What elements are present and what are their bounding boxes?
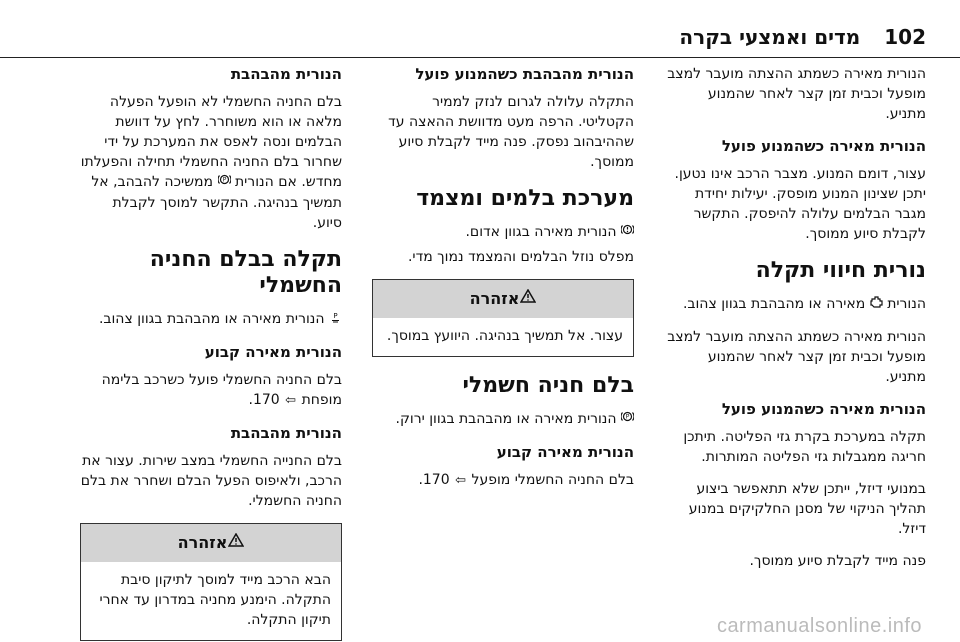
subheading: הנורית מהבהבת כשהמנוע פועל bbox=[415, 65, 634, 83]
paragraph bbox=[80, 92, 342, 233]
paragraph bbox=[372, 470, 634, 491]
text: הנורית מאירה בגוון אדום. bbox=[465, 224, 617, 240]
paragraph: תקלה במערכת בקרת גזי הפליטה. תיתכן חריגה ממגבלות גזי הפליטה המותרות. bbox=[683, 429, 926, 465]
paragraph bbox=[372, 222, 634, 243]
warning-title: אזהרה bbox=[177, 533, 228, 552]
subheading: הנורית מאירה כשהמנוע פועל bbox=[721, 400, 926, 418]
warning-box bbox=[372, 279, 634, 357]
page-number: 102 bbox=[884, 25, 926, 49]
warning-header bbox=[81, 524, 341, 562]
parking-brake-fault-icon bbox=[329, 310, 342, 330]
paragraph bbox=[664, 294, 926, 315]
paragraph: פנה מייד לקבלת סיוע ממוסך. bbox=[749, 553, 926, 569]
text: בלם החניה החשמלי פועל כשרכב בלימה מופחת bbox=[101, 372, 342, 408]
paragraph: מפלס נוזל הבלמים והמצמד נמוך מדי. bbox=[407, 249, 634, 265]
paragraph: התקלה עלולה לגרום לנזק לממיר הקטליטי. הרפה מעט מדוושת ההאצה עד שההיבהוב נפסק. פנה מייד לקבלת סיוע ממוסך. bbox=[388, 94, 634, 170]
paragraph: במנועי דיזל, ייתכן שלא תתאפשר ביצוע תהליך הניקוי של מסנן החלקיקים במנוע דיזל. bbox=[688, 481, 926, 537]
page-reference-icon: ⇦ bbox=[285, 393, 297, 408]
subheading: הנורית מהבהבת bbox=[230, 65, 342, 83]
section-heading: נורית חיווי תקלה bbox=[755, 258, 926, 283]
warning-header bbox=[373, 280, 633, 318]
svg-text:P: P bbox=[625, 413, 630, 421]
text: הנורית bbox=[887, 296, 926, 312]
text: ממשיכה להבהב, אל תמשיך בנהיגה. התקשר למוסך לקבלת סיוע. bbox=[91, 174, 342, 231]
page-reference-icon: ⇦ bbox=[455, 473, 467, 488]
paragraph: עצור, דומם המנוע. מצבר הרכב אינו נטען. יתכן שצינון המנוע מופסק. יעילות יחידת מגבר הבלמים עלולה להיפסק. התקשר לקבלת סיוע ממוסך. bbox=[674, 166, 926, 242]
paragraph bbox=[80, 370, 342, 411]
page-header bbox=[0, 0, 960, 58]
paragraph bbox=[372, 409, 634, 430]
column-1 bbox=[664, 64, 926, 612]
column-3 bbox=[80, 64, 342, 628]
text: מאירה או מהבהבת בגוון צהוב. bbox=[682, 296, 866, 312]
paragraph: הנורית מאירה כשמתג ההצתה מועבר למצב מופעל וכבית זמן קצר לאחר שהמנוע מתניע. bbox=[667, 329, 926, 385]
section-heading: מערכת בלמים ומצמד bbox=[416, 186, 634, 211]
page-ref: 170. bbox=[248, 392, 280, 408]
paragraph: בלם החנייה החשמלי במצב שירות. עצור את הרכב, ולאיפוס הפעל הבלם ושחרר את בלם החניה החשמלי. bbox=[80, 453, 342, 509]
svg-text:P: P bbox=[333, 312, 338, 320]
engine-warning-icon bbox=[870, 295, 883, 315]
watermark-text: carmanualsonline.info bbox=[716, 615, 922, 637]
subheading: הנורית מאירה כשהמנוע פועל bbox=[721, 137, 926, 155]
section-heading: בלם חניה חשמלי bbox=[462, 373, 634, 398]
page-ref: 170. bbox=[418, 472, 450, 488]
warning-body: עצור. אל תמשיך בנהיגה. היוועץ במוסך. bbox=[386, 328, 623, 344]
text: בלם החניה החשמלי לא הופעל הפעלה מלאה או הוא משוחרר. לחץ על דוושת הבלמים ונסה לאפס את המערכת על ידי שחרור בלם החניה החשמלי תחילה והפעלתו מחדש. אם הנורית bbox=[80, 94, 342, 190]
parking-brake-icon bbox=[218, 173, 231, 193]
warning-triangle-icon bbox=[231, 533, 244, 554]
warning-triangle-icon bbox=[523, 289, 536, 310]
warning-box bbox=[80, 523, 342, 641]
column-2 bbox=[372, 64, 634, 612]
brake-warning-icon bbox=[621, 223, 634, 243]
subheading: הנורית מאירה קבוע bbox=[204, 343, 342, 361]
section-heading: תקלה בבלם החניה החשמלי bbox=[149, 247, 342, 298]
subheading: הנורית מאירה קבוע bbox=[496, 443, 634, 461]
warning-body: הבא הרכב מייד למוסך לתיקון סיבת התקלה. הימנע מחניה במדרון עד אחרי תיקון התקלה. bbox=[99, 572, 331, 628]
warning-title: אזהרה bbox=[469, 289, 520, 308]
svg-text:P: P bbox=[222, 176, 226, 184]
parking-brake-icon bbox=[621, 410, 634, 430]
subheading: הנורית מהבהבת bbox=[230, 424, 342, 442]
paragraph: הנורית מאירה כשמתג ההצתה מועבר למצב מופעל וכבית זמן קצר לאחר שהמנוע מתניע. bbox=[667, 66, 926, 122]
chapter-title: מדים ואמצעי בקרה bbox=[679, 25, 861, 49]
text: הנורית מאירה או מהבהבת בגוון צהוב. bbox=[98, 311, 325, 327]
text: הנורית מאירה או מהבהבת בגוון ירוק. bbox=[395, 411, 617, 427]
text: בלם החניה החשמלי מופעל bbox=[471, 472, 634, 488]
paragraph bbox=[80, 309, 342, 330]
